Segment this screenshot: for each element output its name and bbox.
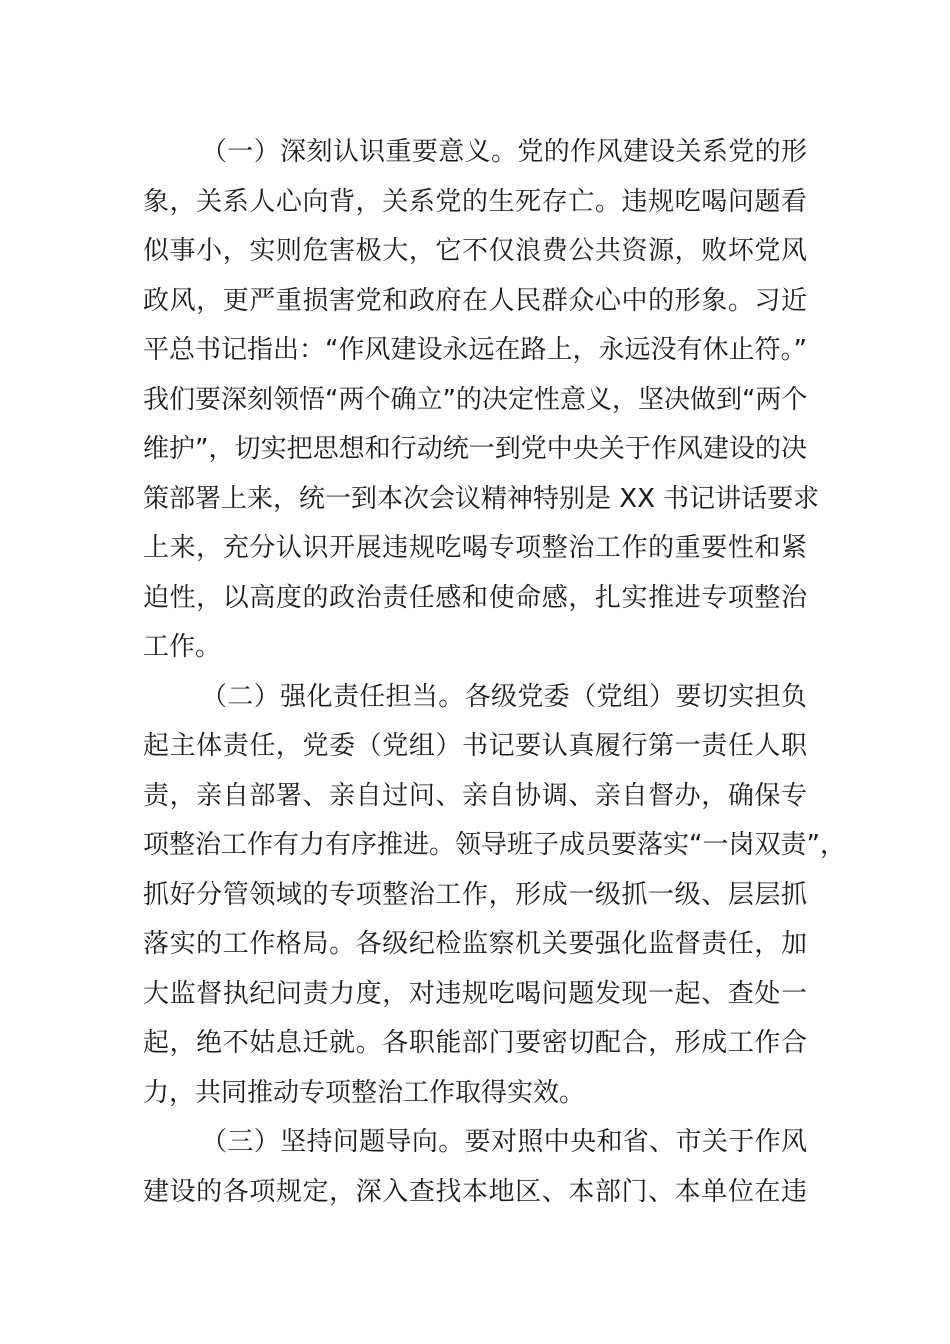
text-line: 我们要深刻领悟“两个确立”的决定性意义，坚决做到“两个 — [143, 384, 808, 415]
text-line: 起，绝不姑息迁就。各职能部门要密切配合，形成工作合 — [143, 1028, 807, 1058]
paragraph-problem-oriented — [143, 1118, 807, 1217]
paragraph-strengthen-responsibility — [143, 673, 846, 1119]
text-line: 建设的各项规定，深入查找本地区、本部门、本单位在违 — [143, 1176, 807, 1207]
text-line: 项整治工作有力有序推进。领导班子成员要落实“一岗双责”， — [143, 830, 846, 860]
text-line: 抓好分管领域的专项整治工作，形成一级抓一级、层层抓 — [143, 879, 807, 910]
text-line: 落实的工作格局。各级纪检监察机关要强化监督责任，加 — [143, 929, 807, 959]
text-line: 政风，更严重损害党和政府在人民群众心中的形象。习近 — [143, 285, 807, 316]
text-line: 似事小，实则危害极大，它不仅浪费公共资源，败坏党风 — [143, 236, 807, 266]
text-line: （一）深刻认识重要意义。党的作风建设关系党的形 — [201, 137, 807, 167]
text-line: 上来，充分认识开展违规吃喝专项整治工作的重要性和紧 — [143, 533, 807, 563]
document-body — [143, 128, 846, 1217]
text-line: 策部署上来，统一到本次会议精神特别是 XX 书记讲话要求 — [143, 483, 820, 514]
text-line: 工作。 — [143, 632, 222, 662]
text-line: 维护”，切实把思想和行动统一到党中央关于作风建设的决 — [143, 434, 807, 464]
text-line: 迫性，以高度的政治责任感和使命感，扎实推进专项整治 — [143, 582, 807, 613]
text-line: 大监督执纪问责力度，对违规吃喝问题发现一起、查处一 — [143, 978, 807, 1009]
text-line: 起主体责任，党委（党组）书记要认真履行第一责任人职 — [143, 731, 807, 761]
text-line: 平总书记指出：“作风建设永远在路上，永远没有休止符。” — [143, 335, 807, 365]
paragraph-understand-significance — [143, 128, 820, 673]
text-line: 责，亲自部署、亲自过问、亲自协调、亲自督办，确保专 — [143, 780, 807, 811]
text-line: 力，共同推动专项整治工作取得实效。 — [143, 1077, 586, 1108]
text-line: （三）坚持问题导向。要对照中央和省、市关于作风 — [201, 1127, 807, 1157]
text-line: （二）强化责任担当。各级党委（党组）要切实担负 — [201, 681, 807, 712]
text-line: 象，关系人心向背，关系党的生死存亡。违规吃喝问题看 — [143, 186, 807, 217]
